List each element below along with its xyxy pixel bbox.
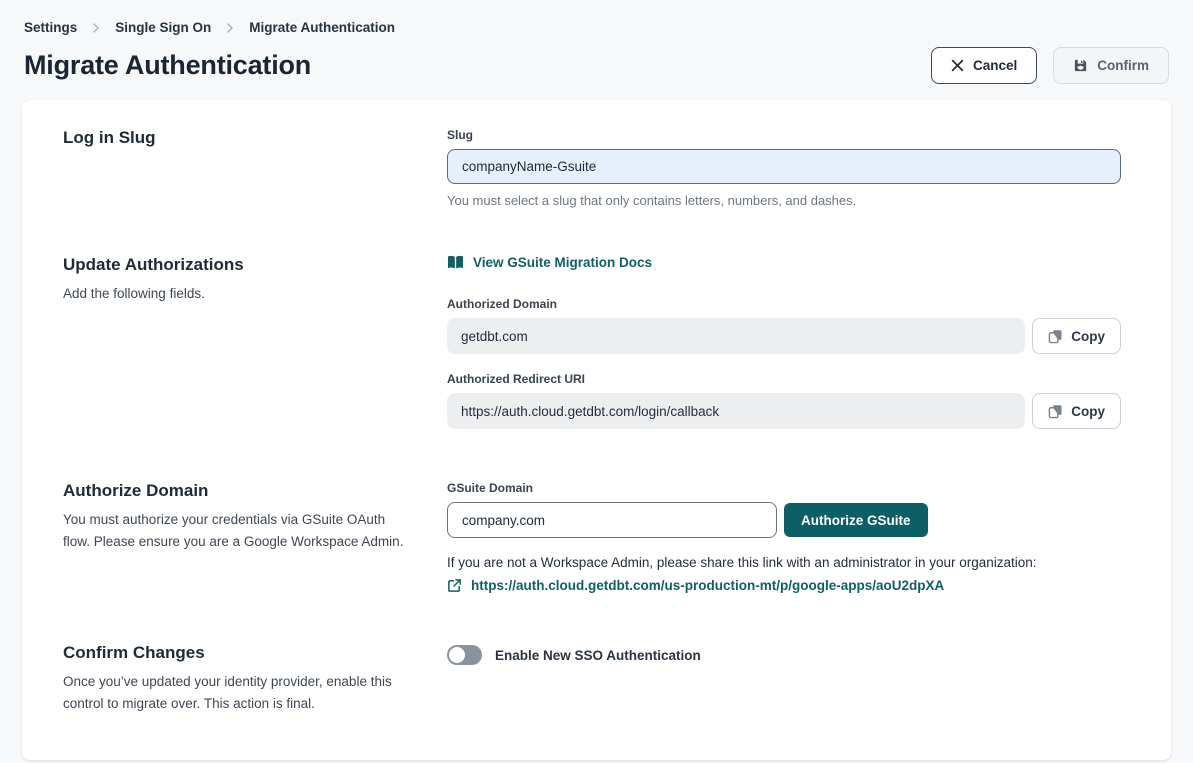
copy-button-label: Copy [1071, 328, 1105, 344]
authorized-redirect-uri-label: Authorized Redirect URI [447, 372, 586, 386]
update-authorizations-description: Add the following fields. [63, 286, 205, 301]
breadcrumb-migrate-authentication: Migrate Authentication [249, 20, 396, 35]
save-icon [1073, 58, 1088, 73]
authorize-domain-heading: Authorize Domain [63, 481, 209, 500]
slug-input[interactable] [447, 149, 1121, 184]
authorize-domain-description: You must authorize your credentials via GSuite OAuth flow. Please ensure you are a Google Workspace Admin. [63, 512, 404, 549]
header-actions [931, 47, 1169, 84]
update-authorizations-heading: Update Authorizations [63, 255, 244, 274]
gsuite-domain-label: GSuite Domain [447, 481, 534, 495]
breadcrumb-single-sign-on[interactable]: Single Sign On [115, 20, 212, 35]
section-login-slug [63, 128, 1121, 208]
close-icon [951, 59, 964, 72]
migrate-authentication-card [22, 100, 1171, 760]
admin-share-link[interactable]: https://auth.cloud.getdbt.com/us-production-mt/p/google-apps/aoU2dpXA [471, 578, 945, 593]
gsuite-migration-docs-link-label: View GSuite Migration Docs [473, 255, 653, 270]
authorize-gsuite-button[interactable]: Authorize GSuite [784, 503, 928, 537]
breadcrumb-settings[interactable]: Settings [24, 20, 78, 35]
copy-icon [1048, 329, 1063, 344]
toggle-knob [449, 647, 465, 663]
section-confirm-changes [63, 643, 1121, 714]
copy-authorized-domain-button[interactable] [1032, 318, 1121, 354]
page-header [0, 0, 1193, 84]
gsuite-domain-input[interactable] [447, 502, 777, 538]
slug-helper-text: You must select a slug that only contains letters, numbers, and dashes. [447, 193, 857, 208]
book-icon [447, 255, 464, 270]
section-update-authorizations [63, 255, 1121, 429]
authorized-redirect-uri-field: https://auth.cloud.getdbt.com/login/callback [447, 393, 1025, 429]
enable-sso-toggle-label: Enable New SSO Authentication [495, 647, 701, 663]
slug-label: Slug [447, 128, 473, 142]
confirm-changes-description: Once you’ve updated your identity provider, enable this control to migrate over. This action is final. [63, 674, 392, 711]
enable-sso-toggle[interactable] [447, 645, 482, 665]
cancel-button[interactable] [931, 47, 1037, 84]
chevron-right-icon [225, 23, 235, 33]
authorized-domain-label: Authorized Domain [447, 297, 557, 311]
login-slug-heading: Log in Slug [63, 128, 156, 147]
section-authorize-domain [63, 481, 1121, 593]
copy-redirect-uri-button[interactable] [1032, 393, 1121, 429]
chevron-right-icon [91, 23, 101, 33]
confirm-button-label: Confirm [1097, 58, 1149, 73]
breadcrumb [24, 20, 1169, 35]
external-link-icon [447, 578, 462, 593]
copy-button-label: Copy [1071, 403, 1105, 419]
copy-icon [1048, 404, 1063, 419]
page-title: Migrate Authentication [24, 50, 312, 80]
gsuite-migration-docs-link[interactable] [447, 255, 652, 270]
workspace-admin-note: If you are not a Workspace Admin, please share this link with an administrator in your organization: [447, 555, 1037, 570]
confirm-changes-heading: Confirm Changes [63, 643, 205, 662]
confirm-button[interactable] [1053, 47, 1169, 84]
cancel-button-label: Cancel [972, 58, 1018, 73]
authorized-domain-field: getdbt.com [447, 318, 1025, 354]
